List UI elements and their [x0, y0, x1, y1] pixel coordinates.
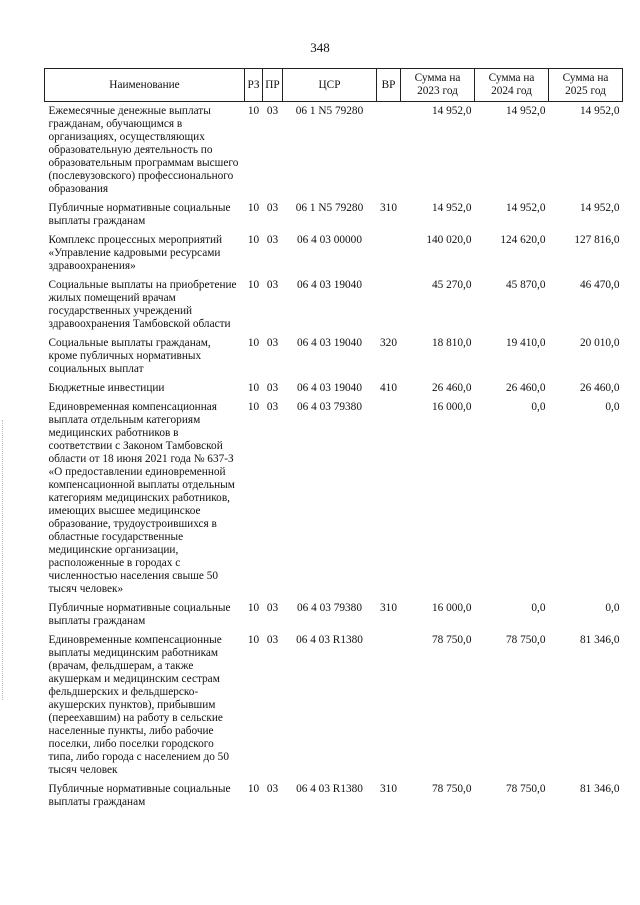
- row-pr: 03: [266, 634, 279, 646]
- row-csr: 06 1 N5 79280: [295, 202, 364, 214]
- row-sum-2023: 78 750,0: [431, 634, 472, 646]
- table-row: [45, 199, 623, 231]
- row-sum-2024: 0,0: [531, 401, 546, 413]
- row-sum-2025: 0,0: [605, 602, 620, 614]
- table-row: [45, 398, 623, 599]
- table-row: [45, 780, 623, 812]
- header-pr: ПР: [263, 69, 283, 102]
- row-rz: 10: [247, 783, 260, 795]
- header-vr: ВР: [377, 69, 401, 102]
- row-rz: 10: [247, 401, 260, 413]
- row-csr: 06 1 N5 79280: [295, 105, 364, 117]
- row-pr: 03: [266, 382, 279, 394]
- row-sum-2023: 14 952,0: [431, 202, 472, 214]
- row-pr: 03: [266, 105, 279, 117]
- row-vr: 320: [380, 337, 397, 349]
- row-csr: 06 4 03 19040: [297, 382, 362, 394]
- header-rz: РЗ: [245, 69, 263, 102]
- row-csr: 06 4 03 79380: [297, 401, 362, 413]
- row-sum-2023: 140 020,0: [426, 234, 472, 246]
- row-rz: 10: [247, 382, 260, 394]
- row-sum-2025: 81 346,0: [579, 783, 620, 795]
- row-name: Единовременная компенсационная выплата отдельным категориям медицинских работников в соответствии с Законом Тамбовской области от 18 июня 2021 года № 637-З «О предоставлении единовременной компенсационной выплаты отдельным категориям медицинских работников, имеющих высшее медицинское образование, трудоустроившихся в областные государственные медицинские организации, расположенные в городах с численностью населения свыше 50 тысяч человек»: [48, 401, 235, 595]
- row-vr: [377, 231, 401, 276]
- row-name: Социальные выплаты гражданам, кроме публичных нормативных социальных выплат: [48, 337, 211, 375]
- table-row: [45, 334, 623, 379]
- row-rz: 10: [247, 634, 260, 646]
- row-vr: [377, 102, 401, 200]
- row-csr: 06 4 03 19040: [297, 279, 362, 291]
- row-pr: 03: [266, 234, 279, 246]
- row-sum-2025: 0,0: [605, 401, 620, 413]
- row-sum-2025: 26 460,0: [579, 382, 620, 394]
- row-sum-2024: 14 952,0: [505, 202, 546, 214]
- row-rz: 10: [247, 602, 260, 614]
- row-sum-2023: 26 460,0: [431, 382, 472, 394]
- row-rz: 10: [247, 337, 260, 349]
- row-sum-2024: 78 750,0: [505, 783, 546, 795]
- row-vr: 310: [380, 202, 397, 214]
- row-rz: 10: [247, 202, 260, 214]
- table-row: [45, 231, 623, 276]
- table-row: [45, 276, 623, 334]
- row-sum-2025: 20 010,0: [579, 337, 620, 349]
- row-sum-2025: 14 952,0: [579, 105, 620, 117]
- row-sum-2025: 127 816,0: [574, 234, 620, 246]
- row-sum-2023: 14 952,0: [431, 105, 472, 117]
- row-sum-2023: 16 000,0: [431, 401, 472, 413]
- row-name: Публичные нормативные социальные выплаты гражданам: [48, 783, 231, 808]
- row-sum-2025: 81 346,0: [579, 634, 620, 646]
- header-sum-2025: Сумма на 2025 год: [549, 69, 623, 102]
- row-vr: [377, 631, 401, 780]
- row-name: Комплекс процессных мероприятий «Управление кадровыми ресурсами здравоохранения»: [48, 234, 223, 272]
- row-sum-2023: 45 270,0: [431, 279, 472, 291]
- row-sum-2024: 124 620,0: [500, 234, 546, 246]
- row-sum-2023: 18 810,0: [431, 337, 472, 349]
- header-sum-2023: Сумма на 2023 год: [401, 69, 475, 102]
- table-row: [45, 599, 623, 631]
- row-sum-2023: 78 750,0: [431, 783, 472, 795]
- row-csr: 06 4 03 R1380: [296, 634, 363, 646]
- header-sum-2024: Сумма на 2024 год: [475, 69, 549, 102]
- table-row: [45, 631, 623, 780]
- table-row: [45, 102, 623, 200]
- row-pr: 03: [266, 602, 279, 614]
- row-rz: 10: [247, 105, 260, 117]
- row-csr: 06 4 03 00000: [297, 234, 362, 246]
- row-sum-2024: 26 460,0: [505, 382, 546, 394]
- row-sum-2025: 46 470,0: [579, 279, 620, 291]
- row-name: Единовременные компенсационные выплаты медицинским работникам (врачам, фельдшерам, а также акушеркам и медицинским сестрам фельдшерских и фельдшерско-акушерских пунктов), прибывшим (переехавшим) на работу в сельские населенные пункты, либо рабочие поселки, либо поселки городского типа, либо города с населением до 50 тысяч человек: [48, 634, 229, 776]
- row-sum-2024: 14 952,0: [505, 105, 546, 117]
- row-name: Бюджетные инвестиции: [48, 382, 165, 394]
- row-name: Публичные нормативные социальные выплаты гражданам: [48, 602, 231, 627]
- header-name: Наименование: [45, 69, 245, 102]
- budget-table: [44, 68, 623, 812]
- table-row: [45, 379, 623, 398]
- row-csr: 06 4 03 19040: [297, 337, 362, 349]
- row-sum-2024: 45 870,0: [505, 279, 546, 291]
- row-sum-2024: 78 750,0: [505, 634, 546, 646]
- row-csr: 06 4 03 79380: [297, 602, 362, 614]
- row-pr: 03: [266, 337, 279, 349]
- margin-scan-marks: [2, 420, 7, 700]
- row-sum-2024: 0,0: [531, 602, 546, 614]
- row-pr: 03: [266, 783, 279, 795]
- row-sum-2025: 14 952,0: [579, 202, 620, 214]
- row-name: Ежемесячные денежные выплаты гражданам, обучающимся в организациях, осуществляющих образовательную деятельность по образовательным программам высшего (послевузовского) профессионального образования: [48, 105, 239, 195]
- row-name: Социальные выплаты на приобретение жилых помещений врачам государственных учреждений здравоохранения Тамбовской области: [48, 279, 237, 330]
- row-pr: 03: [266, 401, 279, 413]
- row-sum-2024: 19 410,0: [505, 337, 546, 349]
- row-rz: 10: [247, 279, 260, 291]
- row-vr: [377, 276, 401, 334]
- row-pr: 03: [266, 279, 279, 291]
- header-csr: ЦСР: [283, 69, 377, 102]
- row-rz: 10: [247, 234, 260, 246]
- row-name: Публичные нормативные социальные выплаты гражданам: [48, 202, 231, 227]
- row-vr: 310: [380, 602, 397, 614]
- table-header-row: [45, 69, 623, 102]
- row-vr: [377, 398, 401, 599]
- page-number: 348: [310, 40, 330, 55]
- row-sum-2023: 16 000,0: [431, 602, 472, 614]
- row-csr: 06 4 03 R1380: [296, 783, 363, 795]
- row-vr: 310: [380, 783, 397, 795]
- row-pr: 03: [266, 202, 279, 214]
- row-vr: 410: [380, 382, 397, 394]
